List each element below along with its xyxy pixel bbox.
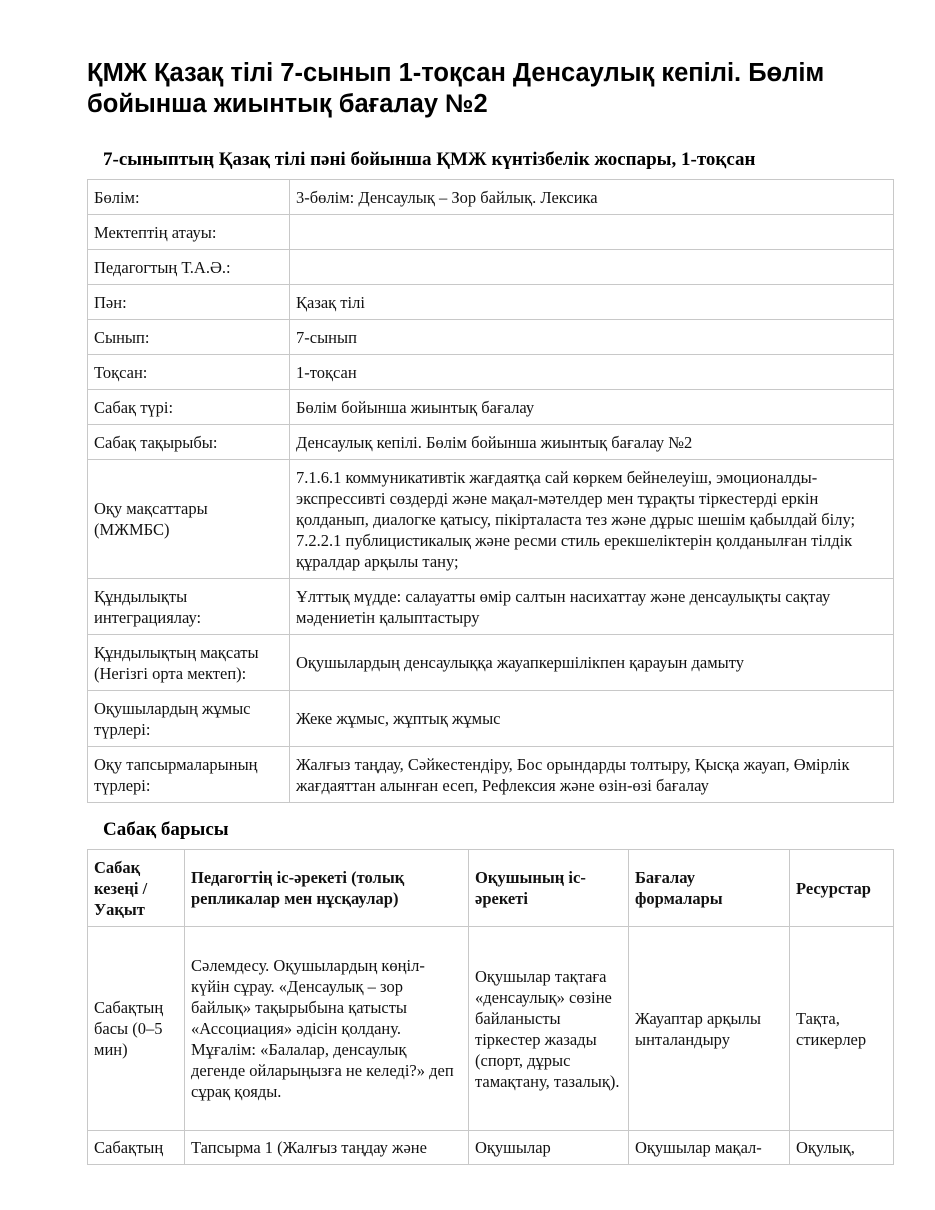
table-header-row [88,850,894,927]
resources-cell: Тақта, стикерлер [790,927,894,1131]
plan-value: Денсаулық кепілі. Бөлім бойынша жиынтық бағалау №2 [290,425,894,460]
plan-value [290,250,894,285]
plan-label: Педагогтың Т.А.Ә.: [88,250,290,285]
table-row [88,635,894,691]
plan-label: Сабақ түрі: [88,390,290,425]
lesson-plan-table [87,179,894,803]
table-row [88,285,894,320]
plan-label: Бөлім: [88,180,290,215]
plan-label: Оқу мақсаттары (МЖМБС) [88,460,290,579]
plan-value: Жеке жұмыс, жұптық жұмыс [290,691,894,747]
table-row [88,927,894,1131]
plan-label: Оқу тапсырмаларының түрлері: [88,747,290,803]
lesson-flow-table [87,849,894,1165]
plan-label: Құндылықтың мақсаты (Негізгі орта мектеп): [88,635,290,691]
column-header: Бағалау формалары [629,850,790,927]
plan-label: Сынып: [88,320,290,355]
plan-value: Ұлттық мүдде: салауатты өмір салтын насихаттау және денсаулықты сақтау мәдениетін қалыптастыру [290,579,894,635]
student-activity-cell: Оқушылар [469,1131,629,1165]
plan-value [290,215,894,250]
plan-value: Оқушылардың денсаулыққа жауапкершілікпен қарауын дамыту [290,635,894,691]
plan-value: 3-бөлім: Денсаулық – Зор байлық. Лексика [290,180,894,215]
assessment-cell: Жауаптар арқылы ынталандыру [629,927,790,1131]
plan-value: Жалғыз таңдау, Сәйкестендіру, Бос орындарды толтыру, Қысқа жауап, Өмірлік жағдаяттан алынған есеп, Рефлексия және өзін-өзі бағалау [290,747,894,803]
lesson-heading: Сабақ барысы [103,819,229,840]
document-title: ҚМЖ Қазақ тілі 7-сынып 1-тоқсан Денсаулық кепілі. Бөлім бойынша жиынтық бағалау №2 [87,59,825,118]
document-page [87,58,893,1157]
table-row [88,250,894,285]
resources-cell: Оқулық, [790,1131,894,1165]
plan-label: Құндылықты интеграциялау: [88,579,290,635]
table-row [88,460,894,579]
plan-heading: 7-сыныптың Қазақ тілі пәні бойынша ҚМЖ күнтізбелік жоспары, 1-тоқсан [103,149,756,170]
table-row [88,579,894,635]
plan-label: Тоқсан: [88,355,290,390]
table-row [88,747,894,803]
column-header: Сабақ кезеңі / Уақыт [88,850,185,927]
column-header: Ресурстар [790,850,894,927]
plan-value: 7.1.6.1 коммуникативтік жағдаятқа сай көркем бейнелеуіш, эмоционалды-экспрессивті сөздерді және мақал-мәтелдер мен тұрақты тіркестерді еркін қолданып, диалогке қатысу, пікірталаста тез және дұрыс шешім қабылдай білу; 7.2.2.1 публицистикалық және ресми стиль ерекшеліктерін қолданылған тілдік құралдар арқылы тану; [290,460,894,579]
plan-value: Қазақ тілі [290,285,894,320]
table-row [88,390,894,425]
plan-label: Оқушылардың жұмыс түрлері: [88,691,290,747]
assessment-cell: Оқушылар мақал- [629,1131,790,1165]
table-row [88,215,894,250]
plan-label: Сабақ тақырыбы: [88,425,290,460]
plan-label: Пән: [88,285,290,320]
lesson-stage-cell: Сабақтың басы (0–5 мин) [88,927,185,1131]
lesson-stage-cell: Сабақтың [88,1131,185,1165]
table-row [88,691,894,747]
table-row [88,355,894,390]
plan-label: Мектептің атауы: [88,215,290,250]
student-activity-cell: Оқушылар тақтаға «денсаулық» сөзіне байланысты тіркестер жазады (спорт, дұрыс тамақтану, тазалық). [469,927,629,1131]
plan-value: 1-тоқсан [290,355,894,390]
table-row [88,425,894,460]
table-row [88,1131,894,1165]
teacher-activity-cell: Тапсырма 1 (Жалғыз таңдау және [185,1131,469,1165]
column-header: Педагогтің іс-әрекеті (толық репликалар мен нұсқаулар) [185,850,469,927]
column-header: Оқушының іс-әрекеті [469,850,629,927]
plan-value: 7-сынып [290,320,894,355]
table-row [88,320,894,355]
table-row [88,180,894,215]
teacher-activity-cell: Сәлемдесу. Оқушылардың көңіл-күйін сұрау. «Денсаулық – зор байлық» тақырыбына қатысты «Ассоциация» әдісін қолдану. Мұғалім: «Балалар, денсаулық дегенде ойларыңызға не келеді?» деп сұрақ қояды. [185,927,469,1131]
plan-value: Бөлім бойынша жиынтық бағалау [290,390,894,425]
